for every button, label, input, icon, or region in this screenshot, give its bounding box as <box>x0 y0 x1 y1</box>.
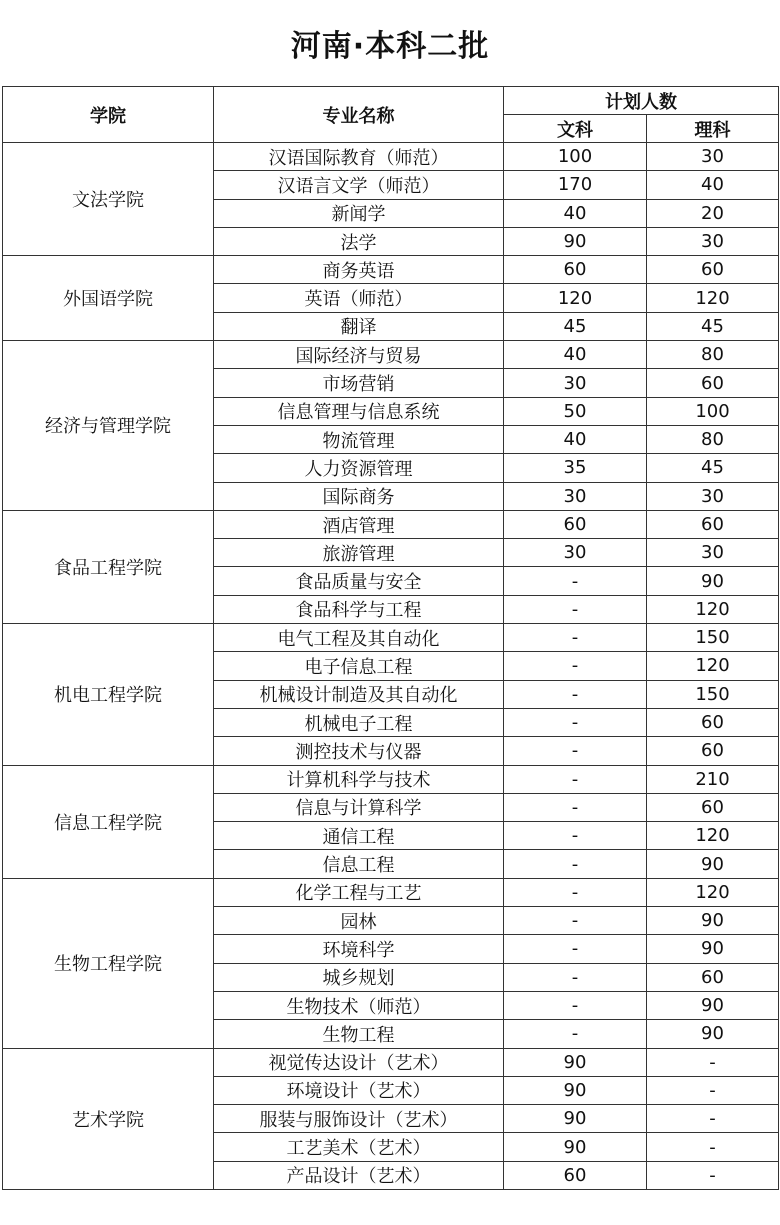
science-count-cell: - <box>647 1161 779 1189</box>
major-name-cell: 英语（师范） <box>214 284 504 312</box>
arts-count-cell: 40 <box>504 341 647 369</box>
arts-count-cell: 30 <box>504 369 647 397</box>
table-row <box>3 1048 779 1076</box>
major-name-cell: 电子信息工程 <box>214 652 504 680</box>
major-name-cell: 机械电子工程 <box>214 708 504 736</box>
science-count-cell: 60 <box>647 256 779 284</box>
arts-count-cell: - <box>504 708 647 736</box>
major-name-cell: 视觉传达设计（艺术） <box>214 1048 504 1076</box>
major-name-cell: 汉语国际教育（师范） <box>214 143 504 171</box>
major-name-cell: 汉语言文学（师范） <box>214 171 504 199</box>
science-count-cell: 20 <box>647 199 779 227</box>
arts-count-cell: - <box>504 907 647 935</box>
science-count-cell: 45 <box>647 454 779 482</box>
table-row <box>3 510 779 538</box>
science-count-cell: 60 <box>647 708 779 736</box>
science-count-cell: 90 <box>647 567 779 595</box>
arts-count-cell: - <box>504 991 647 1019</box>
college-header: 学院 <box>3 87 214 143</box>
science-count-cell: - <box>647 1076 779 1104</box>
plan-header: 计划人数 <box>504 87 779 115</box>
science-count-cell: 90 <box>647 991 779 1019</box>
major-name-cell: 环境设计（艺术） <box>214 1076 504 1104</box>
page-title: 河南·本科二批 <box>290 29 490 64</box>
major-name-cell: 测控技术与仪器 <box>214 737 504 765</box>
major-name-cell: 生物技术（师范） <box>214 991 504 1019</box>
major-name-cell: 食品质量与安全 <box>214 567 504 595</box>
table-row <box>3 143 779 171</box>
science-count-cell: 30 <box>647 482 779 510</box>
arts-count-cell: - <box>504 822 647 850</box>
table-body <box>3 143 779 1190</box>
arts-count-cell: 100 <box>504 143 647 171</box>
college-cell: 机电工程学院 <box>3 624 214 765</box>
major-name-cell: 信息工程 <box>214 850 504 878</box>
science-count-cell: - <box>647 1105 779 1133</box>
arts-count-cell: 30 <box>504 539 647 567</box>
science-count-cell: 90 <box>647 1020 779 1048</box>
arts-count-cell: 90 <box>504 227 647 255</box>
major-name-cell: 市场营销 <box>214 369 504 397</box>
arts-count-cell: 35 <box>504 454 647 482</box>
major-name-cell: 商务英语 <box>214 256 504 284</box>
major-header: 专业名称 <box>214 87 504 143</box>
arts-count-cell: - <box>504 878 647 906</box>
science-count-cell: 210 <box>647 765 779 793</box>
science-count-cell: - <box>647 1133 779 1161</box>
table-row <box>3 341 779 369</box>
header-row <box>3 87 779 115</box>
arts-count-cell: - <box>504 765 647 793</box>
major-name-cell: 通信工程 <box>214 822 504 850</box>
science-count-cell: 100 <box>647 397 779 425</box>
science-header: 理科 <box>647 115 779 143</box>
arts-count-cell: 60 <box>504 510 647 538</box>
science-count-cell: 40 <box>647 171 779 199</box>
major-name-cell: 人力资源管理 <box>214 454 504 482</box>
science-count-cell: - <box>647 1048 779 1076</box>
major-name-cell: 城乡规划 <box>214 963 504 991</box>
arts-count-cell: - <box>504 850 647 878</box>
major-name-cell: 食品科学与工程 <box>214 595 504 623</box>
major-name-cell: 物流管理 <box>214 425 504 453</box>
major-name-cell: 旅游管理 <box>214 539 504 567</box>
table-row <box>3 256 779 284</box>
science-count-cell: 120 <box>647 652 779 680</box>
arts-count-cell: 40 <box>504 425 647 453</box>
arts-count-cell: - <box>504 737 647 765</box>
science-count-cell: 60 <box>647 369 779 397</box>
arts-count-cell: - <box>504 793 647 821</box>
arts-count-cell: 40 <box>504 199 647 227</box>
science-count-cell: 150 <box>647 680 779 708</box>
arts-count-cell: - <box>504 595 647 623</box>
college-cell: 艺术学院 <box>3 1048 214 1189</box>
science-count-cell: 80 <box>647 341 779 369</box>
major-name-cell: 服装与服饰设计（艺术） <box>214 1105 504 1133</box>
arts-count-cell: 170 <box>504 171 647 199</box>
arts-count-cell: 30 <box>504 482 647 510</box>
college-cell: 生物工程学院 <box>3 878 214 1048</box>
science-count-cell: 60 <box>647 793 779 821</box>
major-name-cell: 工艺美术（艺术） <box>214 1133 504 1161</box>
arts-count-cell: - <box>504 935 647 963</box>
major-name-cell: 信息管理与信息系统 <box>214 397 504 425</box>
science-count-cell: 120 <box>647 822 779 850</box>
arts-count-cell: - <box>504 1020 647 1048</box>
major-name-cell: 环境科学 <box>214 935 504 963</box>
arts-count-cell: - <box>504 652 647 680</box>
science-count-cell: 60 <box>647 963 779 991</box>
major-name-cell: 国际经济与贸易 <box>214 341 504 369</box>
major-name-cell: 计算机科学与技术 <box>214 765 504 793</box>
science-count-cell: 60 <box>647 510 779 538</box>
arts-count-cell: 90 <box>504 1133 647 1161</box>
college-cell: 文法学院 <box>3 143 214 256</box>
college-cell: 经济与管理学院 <box>3 341 214 511</box>
major-name-cell: 翻译 <box>214 312 504 340</box>
science-count-cell: 90 <box>647 907 779 935</box>
science-count-cell: 60 <box>647 737 779 765</box>
major-name-cell: 电气工程及其自动化 <box>214 624 504 652</box>
major-name-cell: 信息与计算科学 <box>214 793 504 821</box>
arts-count-cell: - <box>504 963 647 991</box>
major-name-cell: 生物工程 <box>214 1020 504 1048</box>
science-count-cell: 120 <box>647 595 779 623</box>
science-count-cell: 90 <box>647 935 779 963</box>
college-cell: 食品工程学院 <box>3 510 214 623</box>
major-name-cell: 化学工程与工艺 <box>214 878 504 906</box>
science-count-cell: 90 <box>647 850 779 878</box>
science-count-cell: 30 <box>647 143 779 171</box>
major-name-cell: 酒店管理 <box>214 510 504 538</box>
table-row <box>3 624 779 652</box>
arts-count-cell: 60 <box>504 256 647 284</box>
arts-count-cell: 50 <box>504 397 647 425</box>
major-name-cell: 国际商务 <box>214 482 504 510</box>
major-name-cell: 机械设计制造及其自动化 <box>214 680 504 708</box>
science-count-cell: 30 <box>647 539 779 567</box>
major-name-cell: 产品设计（艺术） <box>214 1161 504 1189</box>
major-name-cell: 法学 <box>214 227 504 255</box>
table-row <box>3 765 779 793</box>
science-count-cell: 30 <box>647 227 779 255</box>
arts-count-cell: 90 <box>504 1048 647 1076</box>
enrollment-plan-table <box>2 86 779 1190</box>
arts-header: 文科 <box>504 115 647 143</box>
college-cell: 信息工程学院 <box>3 765 214 878</box>
science-count-cell: 80 <box>647 425 779 453</box>
arts-count-cell: - <box>504 624 647 652</box>
major-name-cell: 新闻学 <box>214 199 504 227</box>
arts-count-cell: 120 <box>504 284 647 312</box>
arts-count-cell: - <box>504 680 647 708</box>
science-count-cell: 120 <box>647 878 779 906</box>
science-count-cell: 120 <box>647 284 779 312</box>
science-count-cell: 45 <box>647 312 779 340</box>
college-cell: 外国语学院 <box>3 256 214 341</box>
arts-count-cell: 45 <box>504 312 647 340</box>
arts-count-cell: 90 <box>504 1076 647 1104</box>
arts-count-cell: - <box>504 567 647 595</box>
arts-count-cell: 60 <box>504 1161 647 1189</box>
science-count-cell: 150 <box>647 624 779 652</box>
major-name-cell: 园林 <box>214 907 504 935</box>
table-row <box>3 878 779 906</box>
arts-count-cell: 90 <box>504 1105 647 1133</box>
